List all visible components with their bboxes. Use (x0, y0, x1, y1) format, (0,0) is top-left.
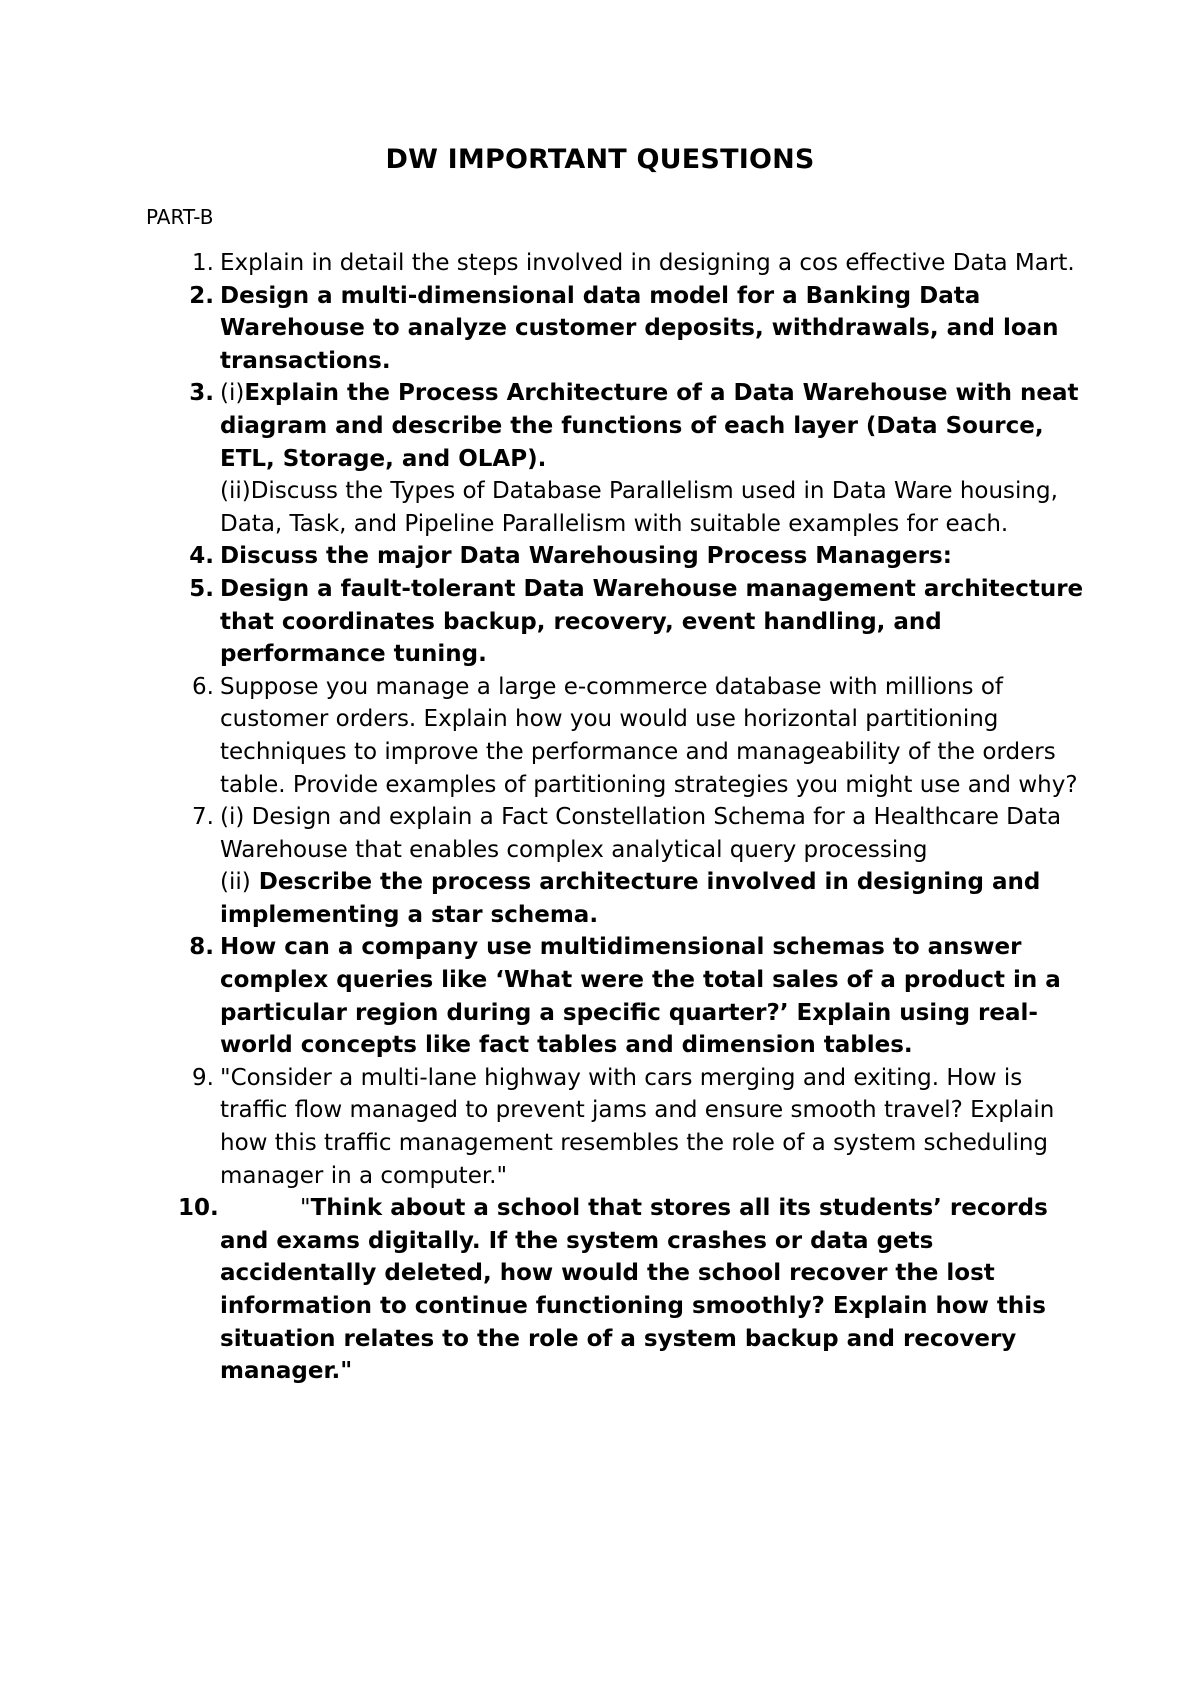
question-part-i: Explain the Process Architecture of a Data Warehouse with neat diagram and describe the functions of each layer (Data Source, ETL, Storage, and OLAP). (220, 380, 1079, 472)
question-text: Suppose you manage a large e-commerce database with millions of customer orders. Explain how you would use horizontal partitioning techniques to improve the performance and manageability of the orders table. Provide examples of partitioning strategies you might use and why? (220, 673, 1078, 798)
question-number: 9. (192, 1064, 214, 1091)
question-2 (146, 280, 1086, 378)
question-3 (146, 377, 1086, 540)
question-number: 1. (192, 250, 214, 276)
question-6 (146, 671, 1086, 801)
question-number: 8. (189, 934, 214, 961)
question-part-ii: (ii)Discuss the Types of Database Parallelism used in Data Ware housing, Data, Task, and Pipeline Parallelism with suitable examples for each. (220, 478, 1058, 537)
question-7 (146, 801, 1086, 931)
question-5 (146, 573, 1086, 671)
question-text: Think about a school that stores all its students’ records and exams digitally. If the system crashes or data gets accidentally deleted, how would the school recover the lost information to continue functioning smoothly? Explain how this situation relates to the role of a system backup and recovery manager." (220, 1195, 1048, 1385)
question-list (146, 247, 1086, 1388)
question-quote: " (300, 1195, 311, 1222)
question-1 (146, 247, 1086, 280)
section-label: PART-B (146, 205, 214, 229)
question-text: Design a fault-tolerant Data Warehouse management architecture that coordinates backup, recovery, event handling, and performance tuning. (220, 575, 1084, 668)
question-part-prefix: (ii) (220, 869, 251, 896)
question-part-prefix: (i) (220, 380, 245, 407)
question-number: 4. (189, 543, 214, 570)
question-number: 7. (192, 804, 214, 831)
question-4 (146, 540, 1086, 573)
question-text: Explain in detail the steps involved in designing a cos effective Data Mart. (220, 250, 1075, 276)
question-number: 6. (192, 673, 214, 700)
question-part-ii: Describe the process architecture involved in designing and implementing a star schema. (220, 869, 1041, 928)
question-text: Discuss the major Data Warehousing Process Managers: (220, 543, 952, 570)
question-text: "Consider a multi-lane highway with cars merging and exiting. How is traffic flow managed to prevent jams and ensure smooth travel? Explain how this traffic management resembles the role of a system scheduling manager in a computer." (220, 1064, 1055, 1189)
question-9 (146, 1062, 1086, 1192)
question-part-i: (i) Design and explain a Fact Constellation Schema for a Healthcare Data Warehouse that enables complex analytical query processing (220, 804, 1062, 863)
question-text: How can a company use multidimensional schemas to answer complex queries like ‘What were the total sales of a product in a particular region during a specific quarter?’ Explain using real-world concepts like fact tables and dimension tables. (220, 934, 1061, 1059)
question-10 (146, 1192, 1086, 1388)
document-title: DW IMPORTANT QUESTIONS (385, 144, 815, 175)
question-text: Design a multi-dimensional data model for a Banking Data Warehouse to analyze customer deposits, withdrawals, and loan transactions. (220, 282, 1059, 374)
question-number: 2. (189, 282, 214, 309)
question-8 (146, 931, 1086, 1061)
question-number: 5. (189, 575, 214, 602)
question-number: 3. (189, 380, 214, 407)
question-number: 10. (178, 1195, 219, 1222)
